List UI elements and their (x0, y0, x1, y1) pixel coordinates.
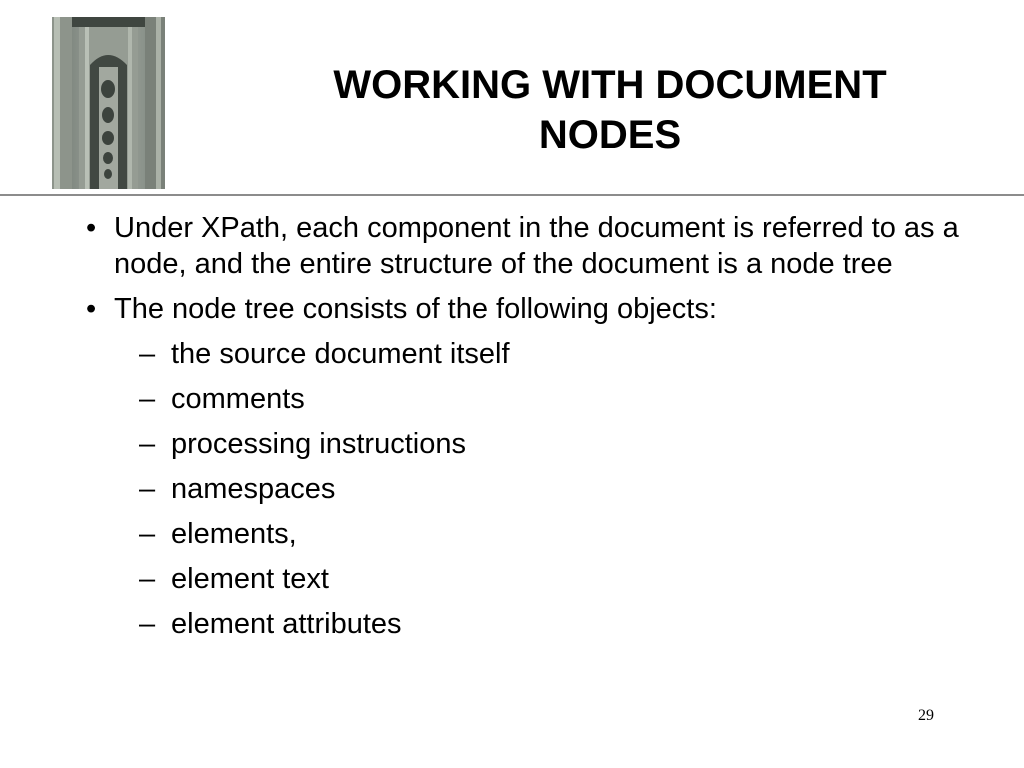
bullet-item (86, 210, 966, 282)
bridge-arches-photo (52, 17, 165, 189)
sub-bullet-text: element attributes (171, 608, 402, 640)
sub-bullet-text: elements, (171, 518, 297, 550)
title-divider (0, 194, 1024, 196)
bullet-mark: • (86, 293, 97, 325)
bullet-text: Under XPath, each component in the document is referred to as a node, and the entire structure of the document is a node tree (114, 212, 959, 280)
sub-bullet-text: processing instructions (171, 428, 466, 460)
sub-bullet-mark: – (139, 608, 156, 640)
bullet-mark: • (86, 212, 97, 244)
slide-title (230, 60, 990, 160)
sub-bullet-mark: – (139, 383, 156, 415)
sub-bullet-text: element text (171, 563, 329, 595)
sub-bullet-text: comments (171, 383, 305, 415)
bullet-text: The node tree consists of the following objects: (114, 293, 717, 325)
sub-bullet-mark: – (139, 473, 156, 505)
page-number: 29 (918, 707, 934, 724)
sub-bullet-item (135, 561, 966, 606)
sub-bullet-item (135, 471, 966, 516)
sub-bullet-item (135, 606, 966, 651)
sub-bullet-item (135, 336, 966, 381)
slide-title-line-2: NODES (538, 113, 682, 157)
sub-bullet-item (135, 426, 966, 471)
sub-bullet-mark: – (139, 428, 156, 460)
sub-bullet-mark: – (139, 518, 156, 550)
sub-bullet-mark: – (139, 338, 156, 370)
sub-bullet-list (86, 336, 966, 651)
slide-body (86, 210, 966, 651)
slide-title-line-1: WORKING WITH DOCUMENT (333, 63, 887, 107)
sub-bullet-text: namespaces (171, 473, 336, 505)
sub-bullet-mark: – (139, 563, 156, 595)
bullet-item (86, 291, 966, 327)
sub-bullet-text: the source document itself (171, 338, 510, 370)
sub-bullet-item (135, 381, 966, 426)
sub-bullet-item (135, 516, 966, 561)
